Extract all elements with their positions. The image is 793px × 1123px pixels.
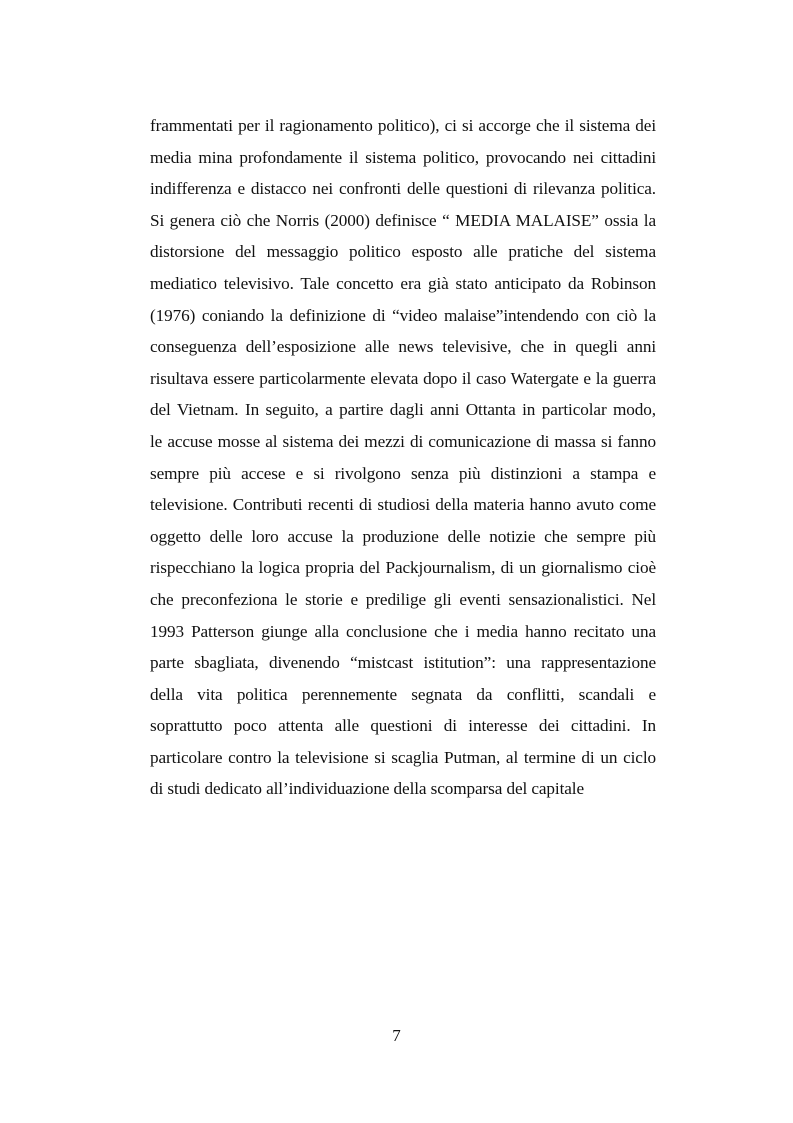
text-line: 1993 Patterson giunge alla conclusione che i media hanno recitato una xyxy=(150,621,656,641)
text-line: particolare contro la televisione si scaglia Putman, al termine di un ciclo xyxy=(150,747,656,767)
page-number: 7 xyxy=(392,1026,401,1045)
text-line: Si genera ciò che Norris (2000) definisce “ MEDIA MALAISE” ossia la xyxy=(150,210,656,230)
text-line: del Vietnam. In seguito, a partire dagli anni Ottanta in particolar modo, xyxy=(150,400,656,420)
text-line: oggetto delle loro accuse la produzione delle notizie che sempre più xyxy=(150,526,656,546)
text-line: che preconfeziona le storie e predilige gli eventi sensazionalistici. Nel xyxy=(150,589,656,609)
text-line: televisione. Contributi recenti di studiosi della materia hanno avuto come xyxy=(150,495,656,515)
text-line: soprattutto poco attenta alle questioni di interesse dei cittadini. In xyxy=(150,716,656,736)
text-line: risultava essere particolarmente elevata dopo il caso Watergate e la guerra xyxy=(150,368,656,388)
text-line: della vita politica perennemente segnata da conflitti, scandali e xyxy=(150,684,656,704)
text-line: distorsione del messaggio politico esposto alle pratiche del sistema xyxy=(150,242,656,262)
text-line: (1976) coniando la definizione di “video malaise”intendendo con ciò la xyxy=(150,305,656,325)
text-line: indifferenza e distacco nei confronti delle questioni di rilevanza politica. xyxy=(150,179,656,199)
body-paragraph xyxy=(150,110,656,805)
text-line: rispecchiano la logica propria del Packjournalism, di un giornalismo cioè xyxy=(150,558,656,578)
text-line: conseguenza dell’esposizione alle news televisive, che in quegli anni xyxy=(150,337,656,357)
text-line: mediatico televisivo. Tale concetto era già stato anticipato da Robinson xyxy=(150,273,656,293)
text-line: sempre più accese e si rivolgono senza più distinzioni a stampa e xyxy=(150,463,656,483)
text-line: parte sbagliata, divenendo “mistcast istitution”: una rappresentazione xyxy=(150,653,656,673)
text-line: di studi dedicato all’individuazione della scomparsa del capitale xyxy=(150,779,585,799)
text-line: frammentati per il ragionamento politico), ci si accorge che il sistema dei xyxy=(150,116,656,135)
text-line: media mina profondamente il sistema politico, provocando nei cittadini xyxy=(150,147,656,167)
text-line: le accuse mosse al sistema dei mezzi di comunicazione di massa si fanno xyxy=(150,431,656,451)
